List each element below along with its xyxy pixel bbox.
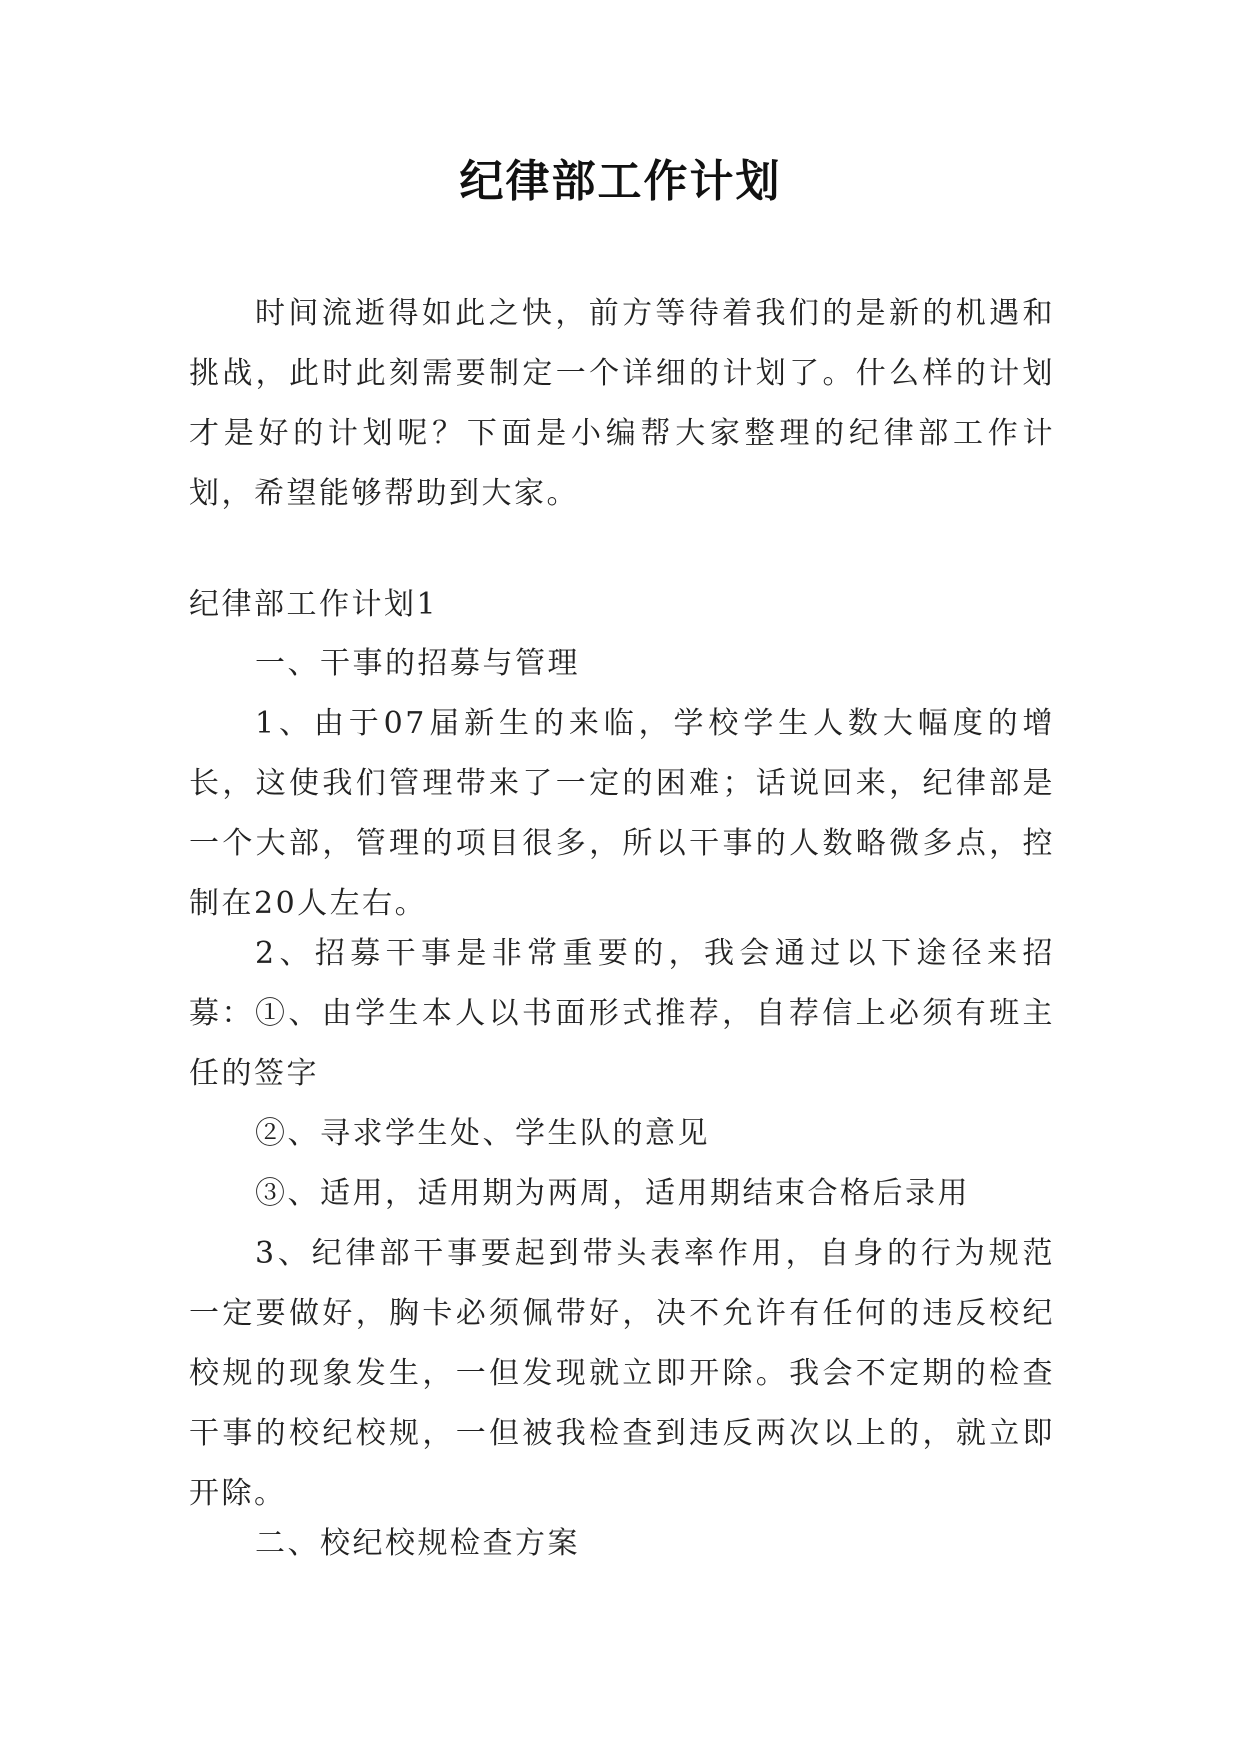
paragraph-item-1: 1、由于07届新生的来临，学校学生人数大幅度的增长，这使我们管理带来了一定的困难；话说回来，纪律部是一个大部，管理的项目很多，所以干事的人数略微多点，控制在20人左右。	[189, 706, 1055, 921]
intro-paragraph: 时间流逝得如此之快，前方等待着我们的是新的机遇和挑战，此时此刻需要制定一个详细的计划了。什么样的计划才是好的计划呢？下面是小编帮大家整理的纪律部工作计划，希望能够帮助到大家。	[189, 296, 1055, 511]
document-title: 纪律部工作计划	[459, 156, 782, 207]
list-item-probation: ③、适用，适用期为两周，适用期结束合格后录用	[255, 1176, 970, 1211]
paragraph-item-2: 2、招募干事是非常重要的，我会通过以下途径来招募：	[189, 936, 1055, 1031]
paragraph-item-3: 3、纪律部干事要起到带头表率作用，自身的行为规范一定要做好，胸卡必须佩带好，决不允许有任何的违反校纪校规的现象发生，一但发现就立即开除。我会不定期的检查干事的校纪校规，一但被我检查到违反两次以上的，就立即开除。	[189, 1236, 1055, 1511]
section-title: 纪律部工作计划1	[189, 587, 439, 622]
list-item-opinion: ②、寻求学生处、学生队的意见	[255, 1116, 710, 1151]
heading-inspection: 二、校纪校规检查方案	[255, 1526, 580, 1561]
heading-recruitment: 一、干事的招募与管理	[255, 646, 580, 681]
list-item-recommend: ①、由学生本人以书面形式推荐，自荐信上必须有班主任的签字	[189, 996, 1055, 1091]
